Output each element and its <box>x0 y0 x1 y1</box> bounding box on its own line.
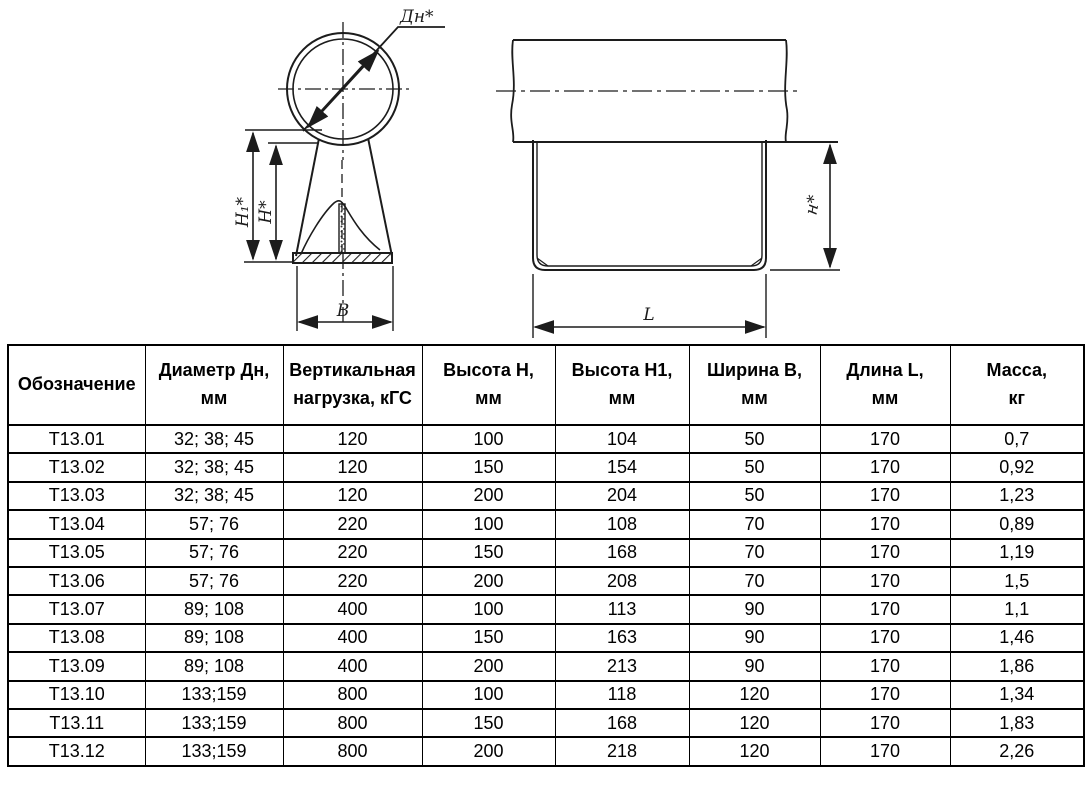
cell-diameter: 32; 38; 45 <box>145 482 283 510</box>
column-header-length-l: Длина L, мм <box>820 345 950 425</box>
cell-mass: 1,34 <box>950 681 1084 709</box>
cell-width-b: 120 <box>689 737 820 765</box>
cell-load: 120 <box>283 453 422 481</box>
front-view-drawing <box>233 7 445 331</box>
cell-diameter: 133;159 <box>145 709 283 737</box>
cell-length-l: 170 <box>820 624 950 652</box>
cell-mass: 0,89 <box>950 510 1084 538</box>
height-dimensions <box>244 130 322 262</box>
cell-designation: Т13.06 <box>8 567 145 595</box>
length-l-label: L <box>643 305 655 325</box>
column-header-height-h: Высота Н, мм <box>422 345 555 425</box>
height-h-label: Н* <box>256 200 276 224</box>
cell-load: 120 <box>283 482 422 510</box>
table-row <box>8 482 1084 510</box>
table-row <box>8 652 1084 680</box>
cell-height-h1: 104 <box>555 425 689 453</box>
column-header-mass: Масса, кг <box>950 345 1084 425</box>
cell-load: 400 <box>283 595 422 623</box>
cell-diameter: 57; 76 <box>145 510 283 538</box>
cell-length-l: 170 <box>820 510 950 538</box>
cell-mass: 0,92 <box>950 453 1084 481</box>
table-row <box>8 709 1084 737</box>
cell-height-h: 100 <box>422 510 555 538</box>
cell-width-b: 90 <box>689 595 820 623</box>
table-row <box>8 539 1084 567</box>
saddle-channel <box>533 140 766 270</box>
cell-width-b: 50 <box>689 482 820 510</box>
cell-mass: 2,26 <box>950 737 1084 765</box>
diameter-dimension-label: Дн* <box>400 7 434 27</box>
side-view-drawing <box>496 40 840 338</box>
cell-diameter: 32; 38; 45 <box>145 425 283 453</box>
column-header-designation: Обозначение <box>8 345 145 425</box>
cell-mass: 1,19 <box>950 539 1084 567</box>
cell-height-h: 150 <box>422 539 555 567</box>
cell-width-b: 90 <box>689 652 820 680</box>
cell-length-l: 170 <box>820 681 950 709</box>
cell-height-h: 200 <box>422 567 555 595</box>
cell-length-l: 170 <box>820 737 950 765</box>
width-dimension <box>297 266 393 331</box>
cell-diameter: 133;159 <box>145 681 283 709</box>
table-row <box>8 595 1084 623</box>
cell-mass: 1,1 <box>950 595 1084 623</box>
table-row <box>8 624 1084 652</box>
cell-designation: Т13.02 <box>8 453 145 481</box>
cell-width-b: 50 <box>689 425 820 453</box>
cell-diameter: 57; 76 <box>145 539 283 567</box>
cell-height-h1: 154 <box>555 453 689 481</box>
cell-height-h1: 168 <box>555 709 689 737</box>
cell-diameter: 89; 108 <box>145 595 283 623</box>
cell-height-h1: 113 <box>555 595 689 623</box>
cell-length-l: 170 <box>820 567 950 595</box>
cell-height-h1: 163 <box>555 624 689 652</box>
cell-load: 400 <box>283 652 422 680</box>
cell-load: 220 <box>283 567 422 595</box>
cell-load: 800 <box>283 737 422 765</box>
cell-length-l: 170 <box>820 453 950 481</box>
cell-width-b: 70 <box>689 539 820 567</box>
cell-designation: Т13.08 <box>8 624 145 652</box>
cell-width-b: 120 <box>689 681 820 709</box>
cell-length-l: 170 <box>820 652 950 680</box>
cell-diameter: 32; 38; 45 <box>145 453 283 481</box>
cell-length-l: 170 <box>820 425 950 453</box>
cell-mass: 1,83 <box>950 709 1084 737</box>
cell-designation: Т13.11 <box>8 709 145 737</box>
cell-height-h: 100 <box>422 595 555 623</box>
cell-load: 800 <box>283 709 422 737</box>
width-b-label: В <box>336 301 350 321</box>
cell-width-b: 120 <box>689 709 820 737</box>
cell-length-l: 170 <box>820 539 950 567</box>
cell-diameter: 57; 76 <box>145 567 283 595</box>
cell-mass: 0,7 <box>950 425 1084 453</box>
cell-load: 400 <box>283 624 422 652</box>
cell-designation: Т13.01 <box>8 425 145 453</box>
cell-width-b: 50 <box>689 453 820 481</box>
table-row <box>8 567 1084 595</box>
cell-height-h: 100 <box>422 681 555 709</box>
cell-designation: Т13.10 <box>8 681 145 709</box>
cell-height-h: 150 <box>422 624 555 652</box>
cell-mass: 1,5 <box>950 567 1084 595</box>
height-h1-label: Н₁* <box>233 196 253 228</box>
cell-height-h1: 213 <box>555 652 689 680</box>
cell-load: 800 <box>283 681 422 709</box>
table-row <box>8 425 1084 453</box>
spec-table-body <box>8 425 1084 766</box>
cell-designation: Т13.09 <box>8 652 145 680</box>
table-row <box>8 681 1084 709</box>
column-header-height-h1: Высота Н1, мм <box>555 345 689 425</box>
cell-mass: 1,86 <box>950 652 1084 680</box>
cell-length-l: 170 <box>820 482 950 510</box>
cell-height-h1: 208 <box>555 567 689 595</box>
cell-mass: 1,23 <box>950 482 1084 510</box>
column-header-diameter: Диаметр Дн, мм <box>145 345 283 425</box>
table-row <box>8 737 1084 765</box>
table-row <box>8 453 1084 481</box>
column-header-load: Вертикальная нагрузка, кГС <box>283 345 422 425</box>
cell-length-l: 170 <box>820 595 950 623</box>
cell-width-b: 90 <box>689 624 820 652</box>
table-row <box>8 510 1084 538</box>
column-header-width-b: Ширина В, мм <box>689 345 820 425</box>
cell-length-l: 170 <box>820 709 950 737</box>
cell-height-h: 100 <box>422 425 555 453</box>
cell-diameter: 133;159 <box>145 737 283 765</box>
spec-table-header-row <box>8 345 1084 425</box>
cell-height-h1: 218 <box>555 737 689 765</box>
cell-designation: Т13.03 <box>8 482 145 510</box>
cell-height-h: 200 <box>422 737 555 765</box>
cell-designation: Т13.12 <box>8 737 145 765</box>
side-height-label: н* <box>801 193 825 217</box>
cell-designation: Т13.07 <box>8 595 145 623</box>
cell-designation: Т13.04 <box>8 510 145 538</box>
cell-load: 220 <box>283 539 422 567</box>
cell-diameter: 89; 108 <box>145 652 283 680</box>
cell-height-h1: 168 <box>555 539 689 567</box>
cell-load: 120 <box>283 425 422 453</box>
cell-height-h1: 204 <box>555 482 689 510</box>
spec-table <box>7 344 1085 767</box>
technical-drawing <box>0 0 1092 344</box>
cell-load: 220 <box>283 510 422 538</box>
cell-height-h: 150 <box>422 453 555 481</box>
cell-height-h: 150 <box>422 709 555 737</box>
cell-diameter: 89; 108 <box>145 624 283 652</box>
cell-height-h1: 108 <box>555 510 689 538</box>
cell-width-b: 70 <box>689 567 820 595</box>
cell-designation: Т13.05 <box>8 539 145 567</box>
cell-height-h1: 118 <box>555 681 689 709</box>
cell-height-h: 200 <box>422 652 555 680</box>
cell-height-h: 200 <box>422 482 555 510</box>
cell-width-b: 70 <box>689 510 820 538</box>
cell-mass: 1,46 <box>950 624 1084 652</box>
